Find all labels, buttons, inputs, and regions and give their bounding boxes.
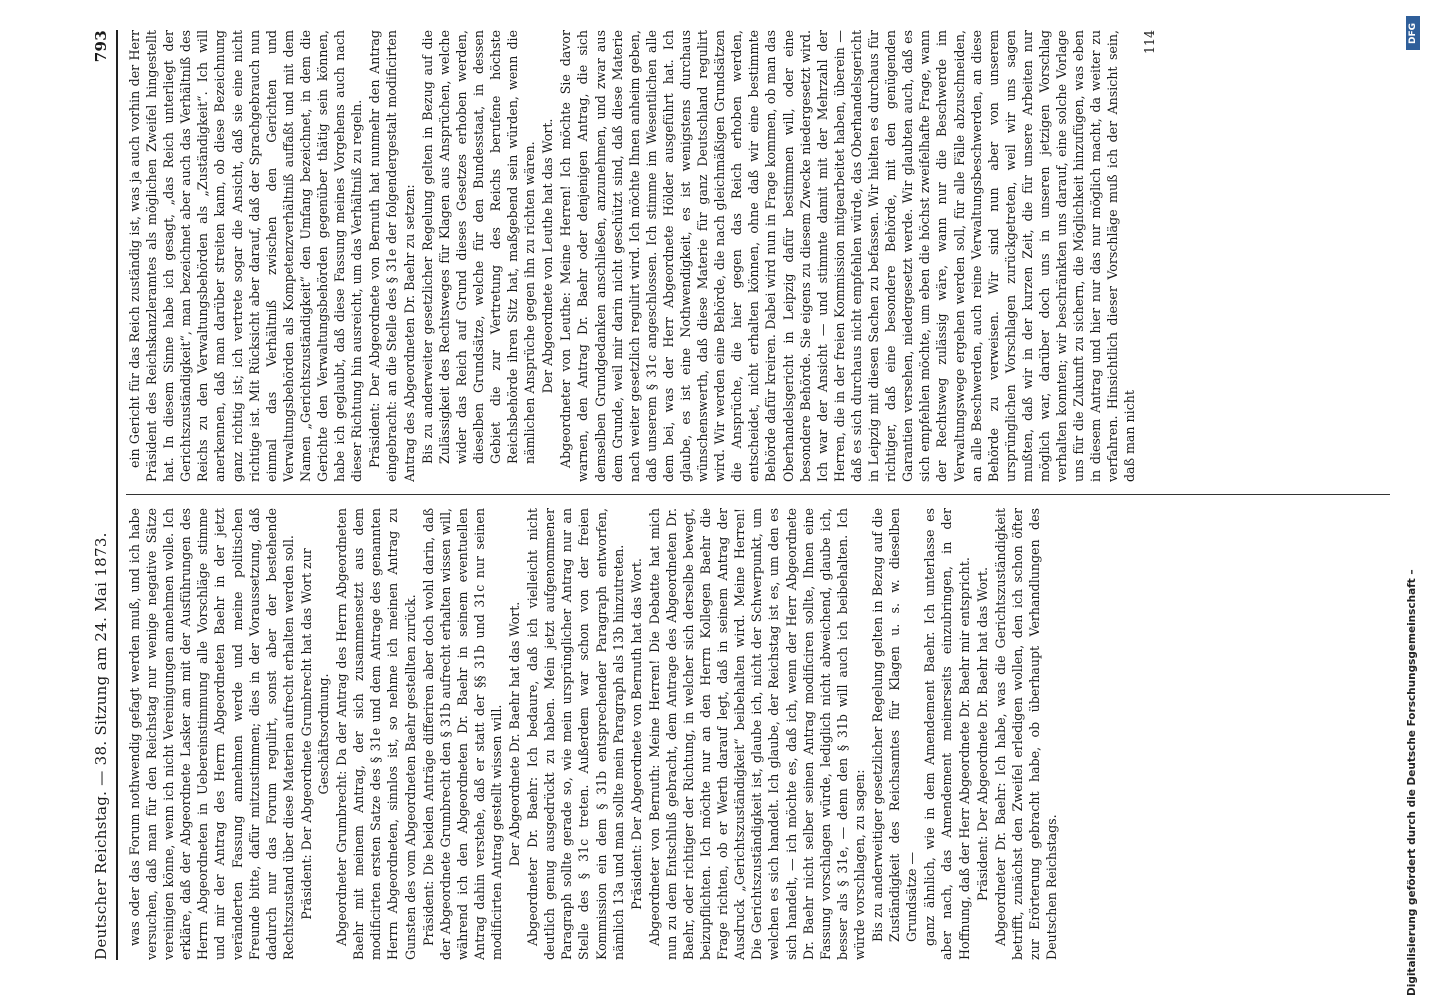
signature-number: 114 <box>1141 30 1157 55</box>
paragraph: Abgeordneter Grumbrecht: Da der Antrag des Herrn Abgeordneten Baehr mit meinem Antrag, der sich zusammensetzt aus dem modificirten ersten Satze des § 31e und dem Antrage des genannten Herrn Abgeordneten, sinnlos ist, so nehme ich meinen Antrag zu Gunsten des vom Abgeordneten Baehr gestellten zurück. <box>334 508 418 960</box>
paragraph: Der Abgeordnete Dr. Baehr hat das Wort. <box>507 601 523 867</box>
paragraph: Der Abgeordnete von Leuthe hat das Wort. <box>540 118 556 394</box>
header-title: Deutscher Reichstag. — 38. Sitzung am 24. Mai 1873. <box>92 532 110 960</box>
paragraph: Bis zu anderweitiger gesetzlicher Regelung gelten in Bezug auf die Zuständigkeit des Reichsamtes für Klagen u. s. w. dieselben Grundsätze — <box>870 508 920 942</box>
paragraph: Bis zu anderweiter gesetzlicher Regelung gelten in Bezug auf die Zulässigkeit des Rechtsweges für Klagen aus Ansprüchen, welche wider das Reich auf Grund dieses Gesetzes erhoben werden, dieselben Grundsätze, welche für den Bundesstaat, in dessen Gebiet die zur Vertretung des Reichs berufene höchste Reichsbehörde ihren Sitz hat, maßgebend sein würden, wenn die nämlichen Ansprüche gegen ihn zu richten wären. <box>419 30 538 464</box>
paragraph: was oder das Forum nothwendig gefagt werden muß, und ich habe versuchen, daß man für den Reichstag nur wenige negative Sätze vereinigen könne, wenn ich nicht Vereinigungen annehmen wolle. Ich erkläre, daß der Abgeordnete Lasker am mit der Ausführungen des Herrn Abgeordneten in Uebereinstimmung alle Vorschläge stimme und mir der Antrag des Herrn Abgeordneten Baehr in der jetzt veränderten Fassung annehmen werde und meine politischen Freunde bitte, dafür mitzustimmen; dies in der Voraussetzung, daß dadurch nur das Forum regulirt, sonst aber der bestehende Rechtszustand über diese Materien aufrecht erhalten werden soll. <box>127 508 296 960</box>
paragraph: Präsident: Der Abgeordnete von Bernuth hat nunmehr den Antrag eingebracht: an die Stelle des § 31e der folgendergestalt modificirten Antrag des Abgeordneten Dr. Baehr zu setzen: <box>367 30 417 482</box>
paragraph: ein Gericht für das Reich zuständig ist, was ja auch vorhin der Herr Präsident des Reichskanzleramtes als möglichen Zweifel hingestellt hat. In diesem Sinne habe ich gesagt, „das Reich unterliegt der Gerichtszuständigkeit“, man bezeichnet aber auch das Verhältniß des Reichs zu den Verwaltungsbehörden als „Zuständigkeit“. Ich will anerkennen, daß man darüber streiten kann, ob diese Bezeichnung ganz richtig ist; ich vertrete sogar die Ansicht, daß sie eine nicht richtige ist. Mit Rücksicht aber darauf, daß der Sprachgebrauch nun einmal das Verhältniß zwischen den Gerichten und Verwaltungsbehörden als Kompetenzverhältniß auffaßt und mit dem Namen „Gerichtszuständigkeit“ den Umfang bezeichnet, in dem die Gerichte den Verwaltungsbehörden gegenüber thätig sein können, habe ich geglaubt, daß diese Fassung meines Vorgehens auch nach dieser Richtung hin ausreicht, um das Verhältniß zu regeln. <box>127 30 365 482</box>
running-header <box>90 30 118 960</box>
paragraph: Präsident: Der Abgeordnete Grumbrecht hat das Wort zur Geschäftsordnung. <box>298 548 332 920</box>
digitization-credit-text: Digitalisierung gefördert durch die Deutsche Forschungsgemeinschaft – <box>1406 569 1418 996</box>
right-column <box>126 30 1410 482</box>
paragraph: Präsident: Der Abgeordnete von Bernuth hat das Wort. <box>628 558 644 910</box>
left-column <box>126 508 1410 960</box>
paragraph: ganz ähnlich, wie in dem Amendement Baehr. Ich unterlasse es aber nach, das Amendement meinerseits einzubringen, in der Hoffnung, daß der Herr Abgeordnete Dr. Baehr mir entspricht. <box>922 508 972 960</box>
column-divider <box>126 494 1390 495</box>
text-columns <box>126 30 1410 960</box>
paragraph: Präsident: Der Abgeordnete Dr. Baehr hat das Wort. <box>974 567 990 901</box>
paragraph: Abgeordneter Dr. Baehr: Ich bedaure, daß ich vielleicht nicht deutlich genug ausgedrückt zu haben. Mein jetzt aufgenommener Paragraph sollte gerade so, wie mein ursprünglicher Antrag nur an Stelle des § 31c treten. Außerdem war schon von der freien Kommission ein dem § 31b entsprechender Paragraph entworfen, nämlich 13a und man sollte mein Paragraph als 13b hinzutreten. <box>525 508 626 960</box>
page-number: 793 <box>92 30 110 63</box>
paragraph: Präsident: Die beiden Anträge differiren aber doch wohl darin, daß der Abgeordnete Grumbrecht den § 31b aufrecht erhalten wissen will, während ich den Abgeordneten Dr. Baehr in seinem eventuellen Antrag dahin verstehe, daß er statt der §§ 31b und 31c nur seinen modificirten Antrag gestellt wissen will. <box>420 508 504 960</box>
paragraph: Abgeordneter Dr. Baehr: Ich habe, was die Gerichtszuständigkeit betrifft, zunächst den Zweifel erledigen wollen, den ich schon öfter zur Erörterung gebracht habe, ob überhaupt Verhandlungen des Deutschen Reichstags. <box>992 508 1059 960</box>
dfg-logo: DFG <box>1406 16 1420 50</box>
rotated-page-content <box>80 0 1420 990</box>
digitization-credit-bar <box>1406 10 1420 996</box>
paragraph: Abgeordneter von Bernuth: Meine Herren! Die Debatte hat mich nun zu dem Entschluß gebracht, dem Antrage des Abgeordneten Dr. Baehr, oder richtiger der Richtung, in welcher sich derselbe bewegt, beizupflichten. Ich möchte nur an den Herrn Kollegen Baehr die Frage richten, ob er Werth darauf legt, daß in seinem Antrag der Ausdruck „Gerichtszuständigkeit“ beibehalten wird. Meine Herren! Die Gerichtszuständigkeit ist, glaube ich, nicht der Schwerpunkt, um welchen es sich handelt. Ich glaube, der Reichstag ist es, um den es sich handelt, — ich möchte es, daß ich, wenn der Herr Abgeordnete Dr. Baehr nicht selber seinen Antrag modificiren sollte, Ihnen eine Fassung vorschlagen würde, lediglich nicht abweichend, glaube ich, besser als § 31e, — denn den § 31b will auch ich beibehalten. Ich würde vorschlagen, zu sagen: <box>646 508 867 960</box>
paragraph: Abgeordneter von Leuthe: Meine Herren! Ich möchte Sie davor warnen, den Antrag Dr. Baehr oder denjenigen Antrag, die sich demselben Grundgedanken anschließen, anzunehmen, und zwar aus dem Grunde, weil mir darin nicht geschützt sind, daß diese Materie nach weiter gesetzlich regulirt wird. Ich möchte Ihnen anheim geben, daß unserem § 31c angeschlossen. Ich stimme im Wesentlichen alle dem bei, was der Herr Abgeordnete Hölder ausgeführt hat. Ich glaube, es ist eine Nothwendigkeit, es ist wenigstens durchaus wünschenswerth, daß diese Materie für ganz Deutschland regulirt wird. Wir werden eine Behörde, die nach gleichmäßigen Grundsätzen die Ansprüche, die hier gegen das Reich erhoben werden, entscheidet, nicht erhalten können, ohne daß wir eine bestimmte Behörde dafür kreiren. Dabei wird nun in Frage kommen, ob man das Oberhandelsgericht in Leipzig dafür bestimmen will, oder eine besondere Behörde. Sie eigens zu diesem Zwecke niedergesetzt wird. Ich war der Ansicht — und stimmte damit mit der Mehrzahl der Herren, die in der freien Kommission mitgearbeitet haben, überein — daß es sich durchaus nicht empfehlen würde, das Oberhandelsgericht in Leipzig mit diesen Sachen zu befassen. Wir hielten es durchaus für richtiger, daß eine besondere Behörde, mit den genügenden Garantien versehen, niedergesetzt werde. Wir glaubten auch, daß es sich empfehlen möchte, um eben die höchst zweifelhafte Frage, wann der Rechtsweg zulässig wäre, wann nur die Beschwerde im Verwaltungswege ergehen werden soll, für alle Fälle abzuschneiden, an alle Beschwerden, auch reine Verwaltungsbeschwerden, an diese Behörde zu verweisen. Wir sind nun aber von unserem ursprünglichen Vorschlagen zurückgetreten, weil wir uns sagen mußten, daß wir in der kurzen Zeit, die für unsere Arbeiten nur möglich war, darüber doch uns in unseren jetzigen Vorschlag verhalten konnten; wir beschränkten uns darauf, eine solche Vorlage uns für die Zukunft zu sichern, die Möglichkeit hinzufügen, was eben in diesem Antrag und hier nur das nur möglich macht, da weiter zu verfahren. Hinsichtlich dieser Vorschläge muß ich der Ansicht sein, daß man nicht <box>558 30 1138 482</box>
